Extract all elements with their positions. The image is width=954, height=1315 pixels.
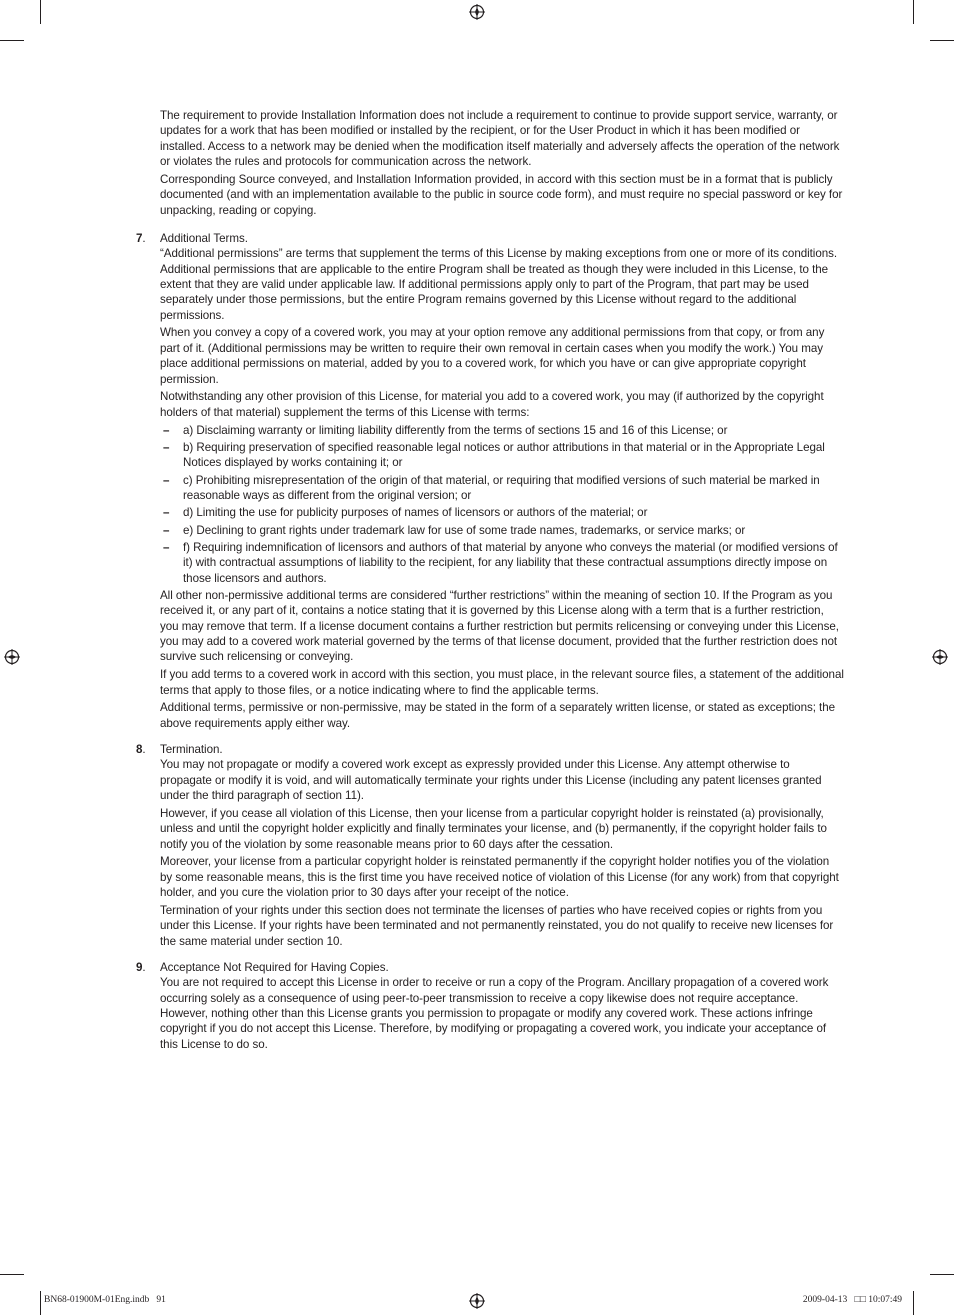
section-title: Termination. bbox=[160, 743, 223, 757]
bullet-dash: – bbox=[163, 540, 170, 554]
bullet-dash: – bbox=[163, 423, 170, 437]
bullet-dash: – bbox=[163, 440, 170, 454]
crop-mark-bottom-left-vertical bbox=[40, 1291, 41, 1315]
paragraph: You are not required to accept this License in order to receive or run a copy of the Program. Ancillary propagation of a covered work occurring solely as a consequence of using peer-to-peer transmission to receive a copy likewise does not require acceptance. However, nothing other than this License grants you permission to propagate or modify any covered work. These actions infringe copyright if you do not accept this License. Therefore, by modifying or propagating a covered work, you indicate your acceptance of this License to do so. bbox=[160, 976, 829, 1051]
list-item-text: b) Requiring preservation of specified reasonable legal notices or author attributions in that material or in the Appropriate Legal Notices displayed by works containing it; or bbox=[183, 440, 825, 470]
crop-mark-top-right-horizontal bbox=[930, 40, 954, 41]
license-text-body bbox=[136, 108, 844, 1055]
section-title: Acceptance Not Required for Having Copies. bbox=[160, 961, 389, 975]
registration-crosshair-icon bbox=[469, 4, 485, 20]
list-item-text: f) Requiring indemnification of licensors and authors of that material by anyone who conveys the material (or modified versions of it) with contractual assumptions of liability to the recipient, for any liability that these contractual assumptions directly impose on those licensors and authors. bbox=[183, 540, 838, 585]
bullet-dash: – bbox=[163, 523, 170, 537]
bullet-dash: – bbox=[163, 506, 170, 520]
list-item-text: d) Limiting the use for publicity purposes of names of licensors or authors of the material; or bbox=[183, 506, 648, 520]
crop-mark-top-right-vertical bbox=[913, 0, 914, 24]
paragraph: All other non-permissive additional terms are considered “further restrictions” within the meaning of section 10. If the Program as you received it, or any part of it, contains a notice stating that it is governed by this License along with a term that is a further restriction, you may remove that term. If a license document contains a further restriction but permits relicensing or conveying under this License, you may add to a covered work material governed by the terms of that license document, provided that the further restriction does not survive such relicensing or conveying. bbox=[160, 588, 839, 664]
section-title: Additional Terms. bbox=[160, 231, 248, 245]
section-acceptance bbox=[136, 960, 844, 1052]
bullet-list bbox=[160, 423, 844, 586]
section-number bbox=[136, 231, 146, 246]
registration-crosshair-icon bbox=[469, 1293, 485, 1309]
section-number bbox=[136, 960, 146, 975]
paragraph: Corresponding Source conveyed, and Installation Information provided, in accord with this section must be in a format that is publicly documented (and with an implementation available to the public in source code form), and must require no special password or key for unpacking, reading or copying. bbox=[160, 172, 843, 217]
list-item-text: a) Disclaiming warranty or limiting liability differently from the terms of sections 15 and 16 of this License; or bbox=[183, 423, 728, 437]
crop-mark-top-left-vertical bbox=[40, 0, 41, 24]
paragraph: Additional terms, permissive or non-permissive, may be stated in the form of a separately written license, or stated as exceptions; the above requirements apply either way. bbox=[160, 701, 836, 730]
crop-mark-bottom-right-vertical bbox=[913, 1291, 914, 1315]
section-termination bbox=[136, 742, 844, 949]
section-body bbox=[160, 975, 844, 1052]
paragraph: Notwithstanding any other provision of this License, for material you add to a covered work, you may (if authorized by the copyright holders of that material) supplement the terms of this License with terms: bbox=[160, 390, 824, 419]
footer-timestamp: 2009-04-13 □□ 10:07:49 bbox=[802, 1295, 902, 1305]
paragraph: However, if you cease all violation of this License, then your license from a particular copyright holder is reinstated (a) provisionally, unless and until the copyright holder explicitly and finally terminates your license, and (b) permanently, if the copyright holder fails to notify you of the violation by some reasonable means prior to 60 days after the cessation. bbox=[160, 806, 827, 851]
list-item bbox=[136, 540, 844, 586]
list-item-text: c) Prohibiting misrepresentation of the origin of that material, or requiring that modified versions of such material be marked in reasonable ways as different from the original version; or bbox=[183, 473, 820, 502]
paragraph: Moreover, your license from a particular copyright holder is reinstated permanently if the copyright holder notifies you of the violation by some reasonable means, this is the first time you have received notice of violation of this License (for any work) from that copyright holder, and you cure the violation prior to 30 days after your receipt of the notice. bbox=[160, 855, 839, 900]
list-item bbox=[136, 473, 844, 504]
registration-crosshair-icon bbox=[932, 649, 948, 665]
list-item bbox=[136, 505, 844, 520]
paragraph: If you add terms to a covered work in accord with this section, you must place, in the relevant source files, a statement of the additional terms that apply to those files, or a notice indicating where to find the applicable terms. bbox=[160, 668, 844, 697]
section-number-dot: . bbox=[142, 961, 146, 975]
section-body bbox=[160, 757, 844, 949]
paragraph: Termination of your rights under this section does not terminate the licenses of parties who have received copies or rights from you under this License. If your rights have been terminated and not permanently reinstated, you do not qualify to receive new licenses for the same material under section 10. bbox=[160, 904, 834, 948]
section-number-value: 9 bbox=[136, 961, 143, 975]
crop-mark-top-left-horizontal bbox=[0, 40, 24, 41]
section-number-value: 7 bbox=[136, 231, 143, 245]
list-item-text: e) Declining to grant rights under trademark law for use of some trade names, trademarks, or service marks; or bbox=[183, 523, 746, 537]
crop-mark-bottom-left-horizontal bbox=[0, 1274, 24, 1275]
registration-crosshair-icon bbox=[4, 649, 20, 665]
paragraph: “Additional permissions” are terms that supplement the terms of this License by making exceptions from one or more of its conditions. Additional permissions that are applicable to the entire Program shall be treated as though they were included in this License, to the extent that they are valid under applicable law. If additional permissions apply only to part of the Program, that part may be used separately under those permissions, but the entire Program remains governed by this License without regard to the additional permissions. bbox=[160, 247, 838, 322]
section-number-dot: . bbox=[142, 743, 146, 757]
section-number bbox=[136, 742, 146, 757]
section-body bbox=[160, 246, 844, 731]
list-item bbox=[136, 523, 844, 538]
section-additional-terms bbox=[136, 231, 844, 731]
footer-file-info: BN68-01900M-01Eng.indb 91 bbox=[44, 1295, 166, 1305]
paragraph: The requirement to provide Installation Information does not include a requirement to continue to provide support service, warranty, or updates for a work that has been modified or installed by the recipient, or for the User Product in which it has been modified or installed. Access to a network may be denied when the modification itself materially and adversely affects the operation of the network or violates the rules and protocols for communication across the network. bbox=[160, 109, 840, 169]
paragraph: When you convey a copy of a covered work, you may at your option remove any additional permissions from that copy, or from any part of it. (Additional permissions may be written to require their own removal in certain cases when you modify the work.) You may place additional permissions on material, added by you to a covered work, for which you have or can give appropriate copyright permission. bbox=[160, 326, 825, 386]
paragraph: You may not propagate or modify a covered work except as expressly provided under this License. Any attempt otherwise to propagate or modify it is void, and will automatically terminate your rights under this License (including any patent licenses granted under the third paragraph of section 11). bbox=[160, 758, 822, 803]
section-number-dot: . bbox=[142, 231, 146, 245]
crop-mark-bottom-right-horizontal bbox=[930, 1274, 954, 1275]
list-item bbox=[136, 423, 844, 438]
intro-section bbox=[160, 108, 844, 218]
section-number-value: 8 bbox=[136, 743, 143, 757]
list-item bbox=[136, 440, 844, 471]
bullet-dash: – bbox=[163, 473, 170, 487]
